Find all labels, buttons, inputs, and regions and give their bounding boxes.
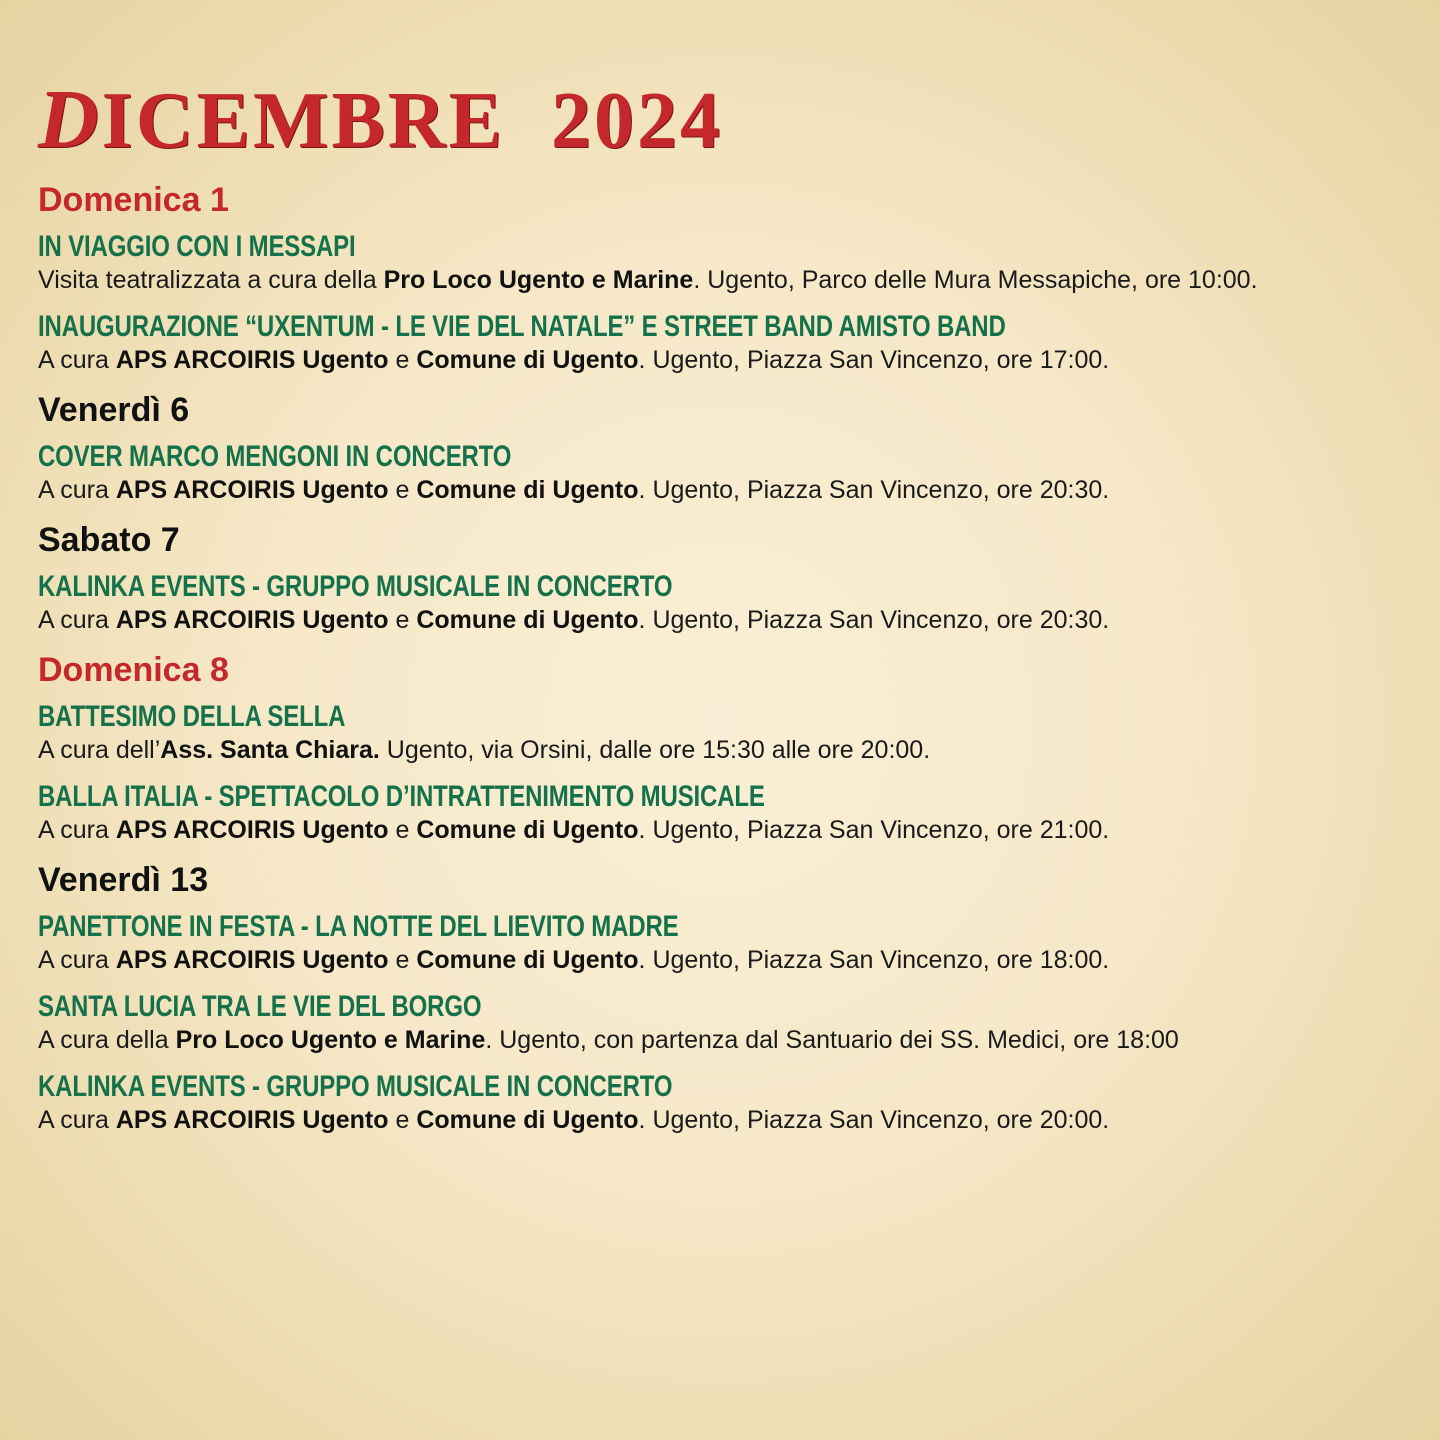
organizer: Pro Loco Ugento e Marine bbox=[383, 266, 694, 294]
day-block-13 bbox=[38, 860, 1418, 1136]
event-item bbox=[38, 1070, 1418, 1136]
day-heading: Sabato 7 bbox=[38, 521, 180, 559]
day-heading: Domenica 8 bbox=[38, 651, 229, 689]
event-title: INAUGURAZIONE “UXENTUM - LE VIE DEL NATALE” E STREET BAND AMISTO BAND bbox=[38, 310, 1006, 343]
event-title: BATTESIMO DELLA SELLA bbox=[38, 700, 346, 733]
day-heading: Venerdì 6 bbox=[38, 391, 190, 429]
event-title: PANETTONE IN FESTA - LA NOTTE DEL LIEVITO MADRE bbox=[38, 910, 679, 943]
organizer: Comune di Ugento bbox=[416, 606, 639, 634]
title-year: 2024 bbox=[550, 77, 723, 165]
event-title: COVER MARCO MENGONI IN CONCERTO bbox=[38, 440, 512, 473]
day-heading: Venerdì 13 bbox=[38, 861, 209, 899]
calendar-page bbox=[38, 73, 1418, 1150]
organizer: Comune di Ugento bbox=[416, 346, 639, 374]
page-title bbox=[38, 73, 1418, 166]
organizer: Comune di Ugento bbox=[416, 816, 639, 844]
day-heading: Domenica 1 bbox=[38, 181, 229, 219]
event-description: A cura dell’Ass. Santa Chiara. Ugento, via Orsini, dalle ore 15:30 alle ore 20:00. bbox=[38, 736, 931, 764]
event-item bbox=[38, 310, 1418, 376]
day-block-1 bbox=[38, 180, 1418, 376]
day-block-6 bbox=[38, 390, 1418, 506]
organizer: APS ARCOIRIS Ugento bbox=[115, 946, 389, 974]
event-description: A cura APS ARCOIRIS Ugento e Comune di Ugento. Ugento, Piazza San Vincenzo, ore 20:30. bbox=[38, 606, 1110, 634]
day-block-8 bbox=[38, 650, 1418, 846]
event-item bbox=[38, 570, 1418, 636]
organizer: Comune di Ugento bbox=[416, 946, 639, 974]
organizer: APS ARCOIRIS Ugento bbox=[115, 816, 389, 844]
event-title: KALINKA EVENTS - GRUPPO MUSICALE IN CONCERTO bbox=[38, 1070, 673, 1103]
event-item bbox=[38, 990, 1418, 1056]
event-description: A cura APS ARCOIRIS Ugento e Comune di Ugento. Ugento, Piazza San Vincenzo, ore 17:00. bbox=[38, 346, 1110, 374]
day-block-7 bbox=[38, 520, 1418, 636]
organizer: Ass. Santa Chiara. bbox=[160, 736, 380, 764]
event-title: BALLA ITALIA - SPETTACOLO D’INTRATTENIMENTO MUSICALE bbox=[38, 780, 765, 813]
event-title: IN VIAGGIO CON I MESSAPI bbox=[38, 230, 356, 263]
event-item bbox=[38, 910, 1418, 976]
event-title: KALINKA EVENTS - GRUPPO MUSICALE IN CONCERTO bbox=[38, 570, 673, 603]
organizer: Comune di Ugento bbox=[416, 1106, 639, 1134]
event-item bbox=[38, 440, 1418, 506]
organizer: APS ARCOIRIS Ugento bbox=[115, 606, 389, 634]
event-description: A cura APS ARCOIRIS Ugento e Comune di Ugento. Ugento, Piazza San Vincenzo, ore 18:00. bbox=[38, 946, 1110, 974]
organizer: Pro Loco Ugento e Marine bbox=[175, 1026, 486, 1054]
event-description: A cura APS ARCOIRIS Ugento e Comune di Ugento. Ugento, Piazza San Vincenzo, ore 20:30. bbox=[38, 476, 1110, 504]
event-item bbox=[38, 230, 1418, 296]
event-description: A cura APS ARCOIRIS Ugento e Comune di Ugento. Ugento, Piazza San Vincenzo, ore 21:00. bbox=[38, 816, 1110, 844]
event-title: SANTA LUCIA TRA LE VIE DEL BORGO bbox=[38, 990, 482, 1023]
event-description: Visita teatralizzata a cura della Pro Loco Ugento e Marine. Ugento, Parco delle Mura Messapiche, ore 10:00. bbox=[38, 266, 1258, 294]
organizer: APS ARCOIRIS Ugento bbox=[115, 1106, 389, 1134]
title-month: ICEMBRE bbox=[101, 77, 505, 165]
event-description: A cura APS ARCOIRIS Ugento e Comune di Ugento. Ugento, Piazza San Vincenzo, ore 20:00. bbox=[38, 1106, 1110, 1134]
event-item bbox=[38, 780, 1418, 846]
organizer: APS ARCOIRIS Ugento bbox=[115, 346, 389, 374]
title-initial: D bbox=[38, 73, 102, 166]
organizer: APS ARCOIRIS Ugento bbox=[115, 476, 389, 504]
organizer: Comune di Ugento bbox=[416, 476, 639, 504]
event-description: A cura della Pro Loco Ugento e Marine. Ugento, con partenza dal Santuario dei SS. Medici, ore 18:00 bbox=[38, 1026, 1179, 1054]
event-item bbox=[38, 700, 1418, 766]
